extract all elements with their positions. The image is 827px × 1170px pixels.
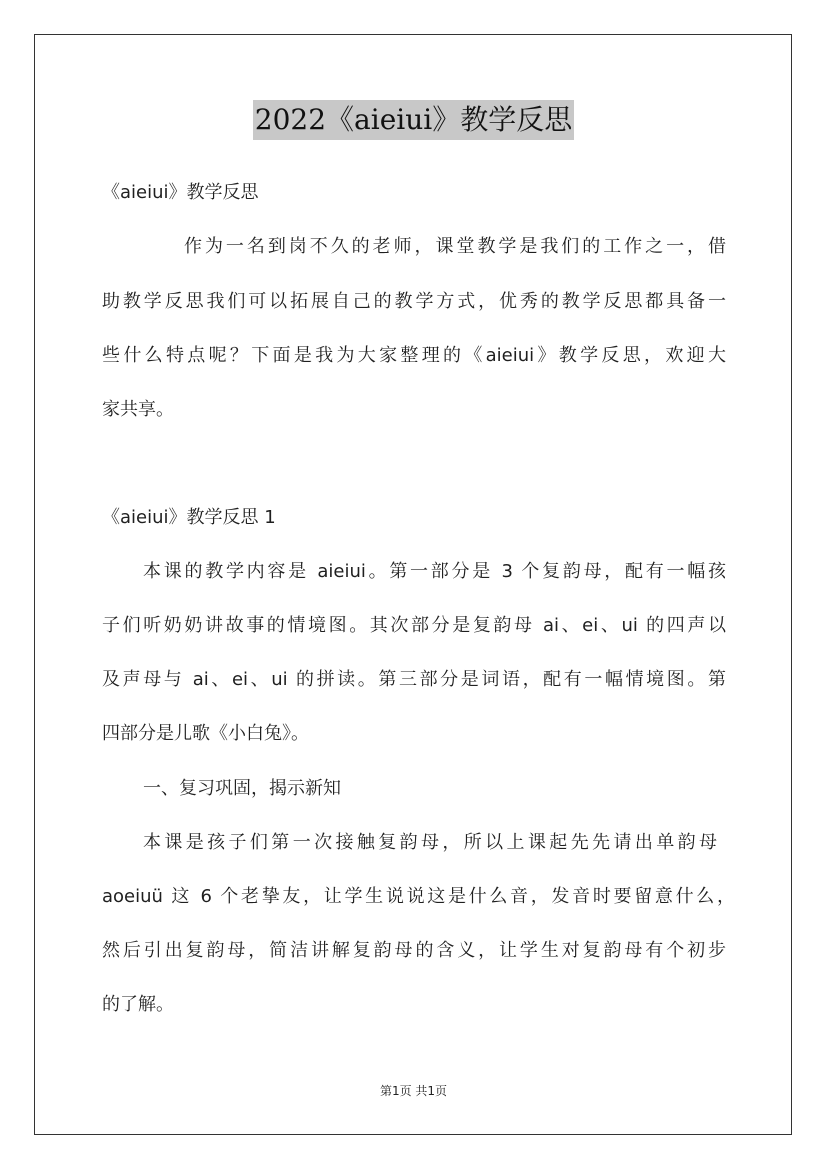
review-line-3: 然后引出复韵母，简洁讲解复韵母的含义，让学生对复韵母有个初步 [102,940,726,961]
section-line-3: 及声母与 ai、ei、ui 的拼读。第三部分是词语，配有一幅情境图。第 [102,669,726,690]
section-line-2: 子们听奶奶讲故事的情境图。其次部分是复韵母 ai、ei、ui 的四声以 [102,615,726,636]
review-line-4: 的了解。 [102,994,174,1015]
intro-line-1: 作为一名到岗不久的老师，课堂教学是我们的工作之一，借 [184,236,726,257]
section-line-1: 本课的教学内容是 aieiui。第一部分是 3 个复韵母，配有一幅孩 [143,561,726,582]
intro-line-4: 家共享。 [102,399,174,420]
title-block [0,100,827,140]
section-line-4: 四部分是儿歌《小白兔》。 [102,723,309,744]
review-line-1: 本课是孩子们第一次接触复韵母，所以上课起先先请出单韵母 [143,832,717,853]
intro-line-3: 些什么特点呢？下面是我为大家整理的《aieiui》教学反思，欢迎大 [102,345,726,366]
subheading: 一、复习巩固，揭示新知 [143,778,341,799]
section-heading: 《aieiui》教学反思 1 [102,507,276,528]
intro-line-2: 助教学反思我们可以拓展自己的教学方式，优秀的教学反思都具备一 [102,291,726,312]
review-line-2: aoeiuü 这 6 个老挚友，让学生说说这是什么音，发音时要留意什么， [102,886,735,907]
document-title: 2022《aieiui》教学反思 [253,100,574,140]
page-footer: 第1页 共1页 [379,1084,448,1098]
document-subtitle: 《aieiui》教学反思 [102,182,259,203]
